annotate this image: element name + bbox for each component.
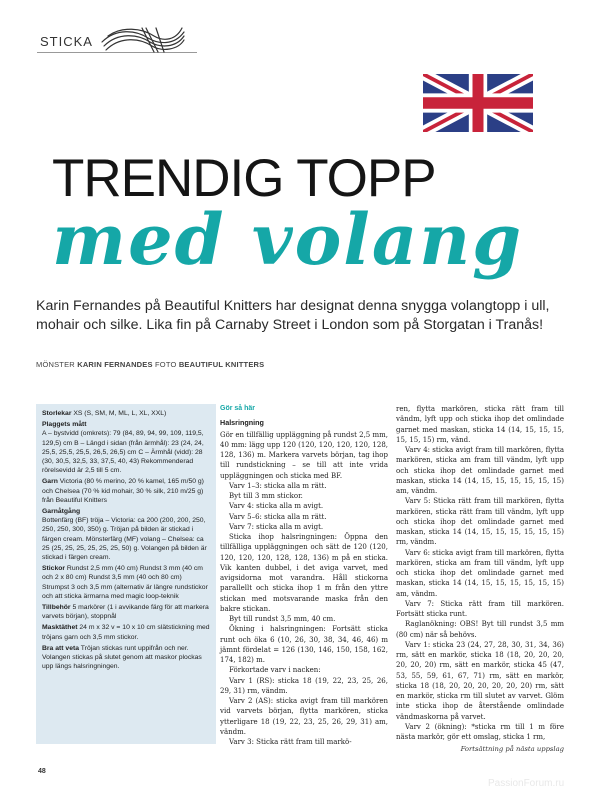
section-label: STICKA	[40, 34, 93, 49]
paragraph: Sticka ihop halsringningen: Öppna den tillfälliga uppläggningen och sätt de 120 (120, 120, 120, 120, 128, 128, 136) m på en sticka. Vik kanten dubbel, i det aviga varvet, med avigsidorna mot varandra. Håll stickorna parallellt och sticka ihop 1 m från den yttre stickan med motsvarande maska från den bakre stickan.	[220, 533, 388, 613]
paragraph: Varv 7: sticka alla m avigt.	[229, 522, 324, 531]
continued-note: Fortsättning på nästa uppslag	[460, 745, 564, 753]
paragraph: Varv 3: Sticka rätt fram till markö-	[229, 738, 352, 746]
gauge-block	[42, 623, 210, 641]
instructions-title: Gör så här	[220, 405, 256, 412]
paragraph: Varv 1 (RS): sticka 18 (19, 22, 23, 25, 26, 29, 31) rm, vändm.	[220, 676, 388, 695]
paragraph: Ökning i halsringningen: Fortsätt sticka runt och öka 6 (10, 26, 30, 38, 34, 46, 46) m jämnt fördelat = 126 (130, 146, 150, 158, 162, 174, 182) m.	[220, 625, 388, 664]
designer-name: KARIN FERNANDES	[77, 360, 153, 369]
paragraph: Varv 2 (AS): sticka avigt fram till markören vid varvets början, flytta markören, sticka ytterligare 18 (19, 22, 23, 25, 26, 29, 31) am, vändm.	[220, 697, 388, 736]
needles-text: Rundst 2,5 mm (40 cm) Rundst 3 mm (40 cm och 2 x 80 cm) Rundst 3,5 mm (40 och 80 cm) Strumpst 3 och 3,5 mm (alternativ är längre rundstickor och att sticka ärmarna med magic loop-teknik	[42, 565, 208, 600]
yarn-text: Victoria (80 % merino, 20 % kamel, 165 m/50 g) och Chelsea (70 % kid mohair, 30 % silk, 210 m/25 g) från Beautiful Knitters	[42, 478, 204, 504]
yarn-amount-label: Garnåtgång	[42, 508, 81, 516]
paragraph: Varv 5–6: sticka alla m rätt.	[229, 512, 327, 521]
yarn-amount-text: Bottenfärg (BF) tröja – Victoria: ca 200 (200, 200, 250, 250, 250, 300, 350) g. Tröjan på bilden är stickad i färgen cream. Mönsterfärg (MF) volang – Chelsea: ca 25 (25, 25, 25, 25, 25, 25, 50) g. Volangen på bilden är stickad i färgen cream.	[42, 517, 207, 562]
instructions-column-1	[220, 404, 388, 747]
needles-label: Stickor	[42, 565, 66, 573]
paragraph: Varv 1–3: sticka alla m rätt.	[229, 481, 327, 490]
needles-block	[42, 564, 210, 601]
sizes-label: Storlekar	[42, 410, 72, 417]
notions-text: 5 markörer (1 i avvikande färg för att markera varvets början), stoppnål	[42, 604, 209, 621]
headline-script: med volang	[52, 198, 524, 281]
paragraph: Varv 1: sticka 23 (24, 27, 28, 30, 31, 34, 36) rm, sätt en markör, sticka 18 (18, 20, 20, 20, 20, 20, 20) rm, sätt en markör, sticka 45 (47, 53, 55, 59, 61, 67, 71) rm, sätt en markör, sticka 18 (18, 20, 20, 20, 20, 20, 20) rm, sätt en markör, sticka rm till slutet av varvet. Glöm inte sticka ihop de återstående omlindade vändmaskorna på varvet.	[396, 640, 564, 721]
watermark: PassionForum.ru	[488, 778, 565, 789]
paragraph: ren, flytta markören, sticka rätt fram till vändm, lyft upp och sticka ihop det omlindade garnet med maskan, sticka 14 (14, 15, 15, 15, 15, 15, 15) rm, vänd.	[396, 405, 564, 444]
good-to-know-label: Bra att veta	[42, 644, 80, 652]
good-to-know-block	[42, 644, 210, 672]
design-label: MÖNSTER	[36, 360, 75, 369]
measurements-block	[42, 420, 210, 475]
union-jack-flag-icon	[423, 74, 533, 132]
page-number: 48	[38, 768, 46, 775]
photographer-name: BEAUTIFUL KNITTERS	[178, 360, 265, 369]
paragraph: Varv 4: sticka alla m avigt.	[229, 502, 324, 511]
intro-text: Karin Fernandes på Beautiful Knitters har designat denna snygga volangtopp i ull, mohair och silke. Lika fin på Carnaby Street i London som på Storgatan i Tranås!	[36, 298, 550, 333]
instructions-column-2	[396, 404, 564, 742]
headline: TRENDIG TOPP	[52, 149, 436, 208]
gauge-text: 24 m x 32 v = 10 x 10 cm slätstickning med tröjans garn och 3,5 mm stickor.	[42, 624, 210, 641]
notions-block	[42, 603, 210, 621]
paragraph: Varv 4: sticka avigt fram till markören, flytta markören, sticka am fram till vändm, lyft upp och sticka ihop det omlindade garnet med maskan, sticka 14 (14, 15, 15, 15, 15, 15, 15) am, vändm.	[396, 446, 564, 495]
photo-label: FOTO	[155, 360, 177, 369]
credits-line	[36, 360, 264, 369]
paragraph: Byt till rundst 3,5 mm, 40 cm.	[229, 615, 336, 623]
yarn-skein-icon	[96, 24, 188, 56]
paragraph: Raglanökning: OBS! Byt till rundst 3,5 mm (80 cm) när så behövs.	[396, 620, 564, 639]
paragraph: Gör en tillfällig uppläggning på rundst 2,5 mm, 40 mm: lägg upp 120 (120, 120, 120, 120, 128, 128, 136) m. Markera varvets början, tag ihop till rundstickning – se till att inte vrida uppläggningen och sticka med BF.	[220, 430, 388, 480]
paragraph: Varv 6: sticka avigt fram till markören, flytta markören, sticka am fram till vändm, lyft upp och sticka ihop det omlindade garnet med maskan, sticka 14 (14, 15, 15, 15, 15, 15, 15) am, vändm.	[396, 548, 564, 598]
paragraph: Varv 7: Sticka rätt fram till markören. Fortsätt sticka runt.	[396, 599, 564, 618]
notions-label: Tillbehör	[42, 604, 71, 612]
yarn-label: Garn	[42, 478, 58, 486]
gauge-label: Masktäthet	[42, 624, 78, 632]
measurements-text: A – bystvidd (omkrets): 79 (84, 89, 94, 99, 109, 119,5, 129,5) cm B – Längd i sidan (från ärmhål): 23 (24, 24, 25,5, 25,5, 25,5, 26,5, 26,5) cm C – Ärmhål (vidd): 28 (30, 30,5, 32,5, 33, 37,5, 40, 43) Rekommenderad rörelsevidd är 2,5 till 5 cm.	[42, 430, 204, 475]
paragraph: Förkortade varv i nacken:	[229, 666, 321, 675]
sizes-block	[42, 409, 210, 418]
good-to-know-text: Tröjan stickas runt uppifrån och ner. Volangen stickas på slutet genom att maskor plockas upp längs halsringningen.	[42, 644, 202, 671]
yarn-block	[42, 477, 210, 505]
neckline-subheading: Halsringning	[220, 418, 264, 428]
paragraph: Varv 2 (ökning): *sticka rm till 1 m före nästa markör, gör ett omslag, sticka 1 rm,	[396, 722, 564, 741]
sizes-text: XS (S, SM, M, ML, L, XL, XXL)	[71, 410, 167, 417]
paragraph: Byt till 3 mm stickor.	[229, 492, 303, 500]
pattern-facts-box	[36, 404, 216, 744]
yarn-amount-block	[42, 507, 210, 562]
measurements-label: Plaggets mått	[42, 421, 87, 429]
paragraph: Varv 5: Sticka rätt fram till markören, flytta markören, sticka rätt fram till vändm, lyft upp och sticka ihop det omlindade garnet med maskan, sticka 14 (14, 15, 15, 15, 15, 15, 15) rm, vändm.	[396, 497, 564, 547]
